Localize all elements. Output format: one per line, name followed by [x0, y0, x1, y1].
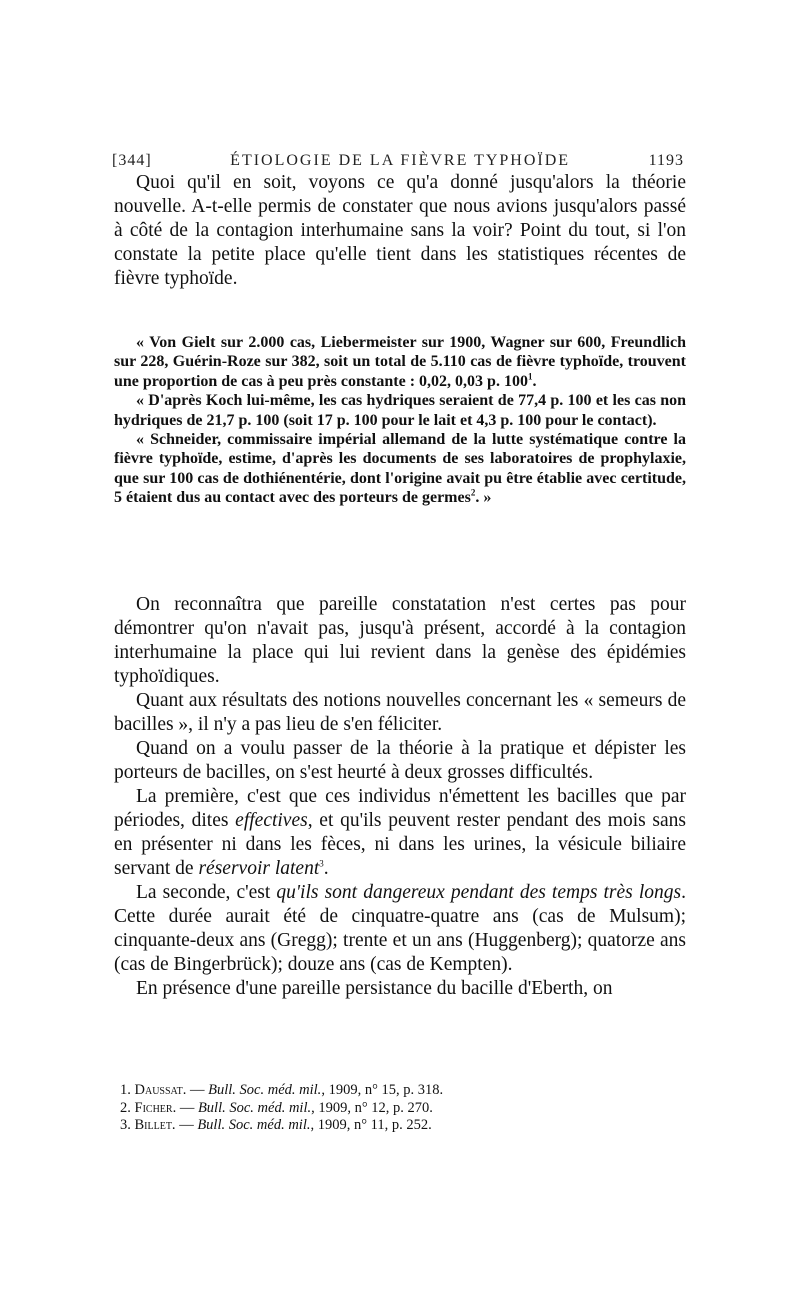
paragraph: Quant aux résultats des notions nouvelles concernant les « semeurs de bacilles », il n'y a pas lieu de s'en féliciter. — [114, 690, 686, 735]
block-quote — [114, 333, 686, 508]
quote-paragraph: « D'après Koch lui-même, les cas hydriques seraient de 77,4 p. 100 et les cas non hydriques de 21,7 p. 100 (soit 17 p. 100 pour le lait et 4,3 p. 100 pour le contact). — [114, 392, 686, 429]
quote-paragraph: « Von Gielt sur 2.000 cas, Liebermeister sur 1900, Wagner sur 600, Freundlich sur 228, Guérin-Roze sur 382, soit un total de 5.110 cas de fièvre typhoïde, trouvent une proportion de cas à peu près constante : 0,02, 0,03 p. $100^1$. — [114, 334, 686, 390]
body-text-bottom — [114, 593, 686, 1001]
emphasis: réservoir latent — [198, 858, 320, 879]
footnote-ref: 3 — [319, 858, 324, 869]
paragraph: On reconnaîtra que pareille constatation n'est certes pas pour démontrer qu'on n'avait pas, jusqu'à présent, accordé à la contagion interhumaine la place qui lui revient dans la genèse des épidémies typhoïdiques. — [114, 594, 686, 687]
body-text-top — [114, 171, 686, 291]
footnote-ref: 1 — [527, 371, 533, 382]
running-title: ÉTIOLOGIE DE LA FIÈVRE TYPHOÏDE — [230, 152, 571, 169]
page-number: [344] — [112, 152, 152, 169]
paragraph: La seconde, c'est qu'ils sont dangereux pendant des temps très longs. Cette durée aurait été de cinquatre-quatre ans (cas de Mulsum); cinquante-deux ans (Gregg); trente et un ans (Huggenberg); quatorze ans (cas de Bingerbrück); douze ans (cas de Kempten). — [114, 882, 686, 975]
footnotes — [114, 1082, 686, 1135]
paragraph: La première, c'est que ces individus n'émettent les bacilles que par périodes, dites effectives, et qu'ils peuvent rester pendant des mois sans en présenter ni dans les fèces, ni dans les urines, la vésicule biliaire servant de réservoir latent$^3$. — [114, 786, 686, 879]
quote-paragraph: « Schneider, commissaire impérial allemand de la lutte systématique contre la fièvre typhoïde, estime, d'après les documents de ses laboratoires de prophylaxie, que sur 100 cas de dothiénentérie, dont l'origine avait pu être établie avec certitude, 5 étaient dus au contact avec des porteurs de germes$^2$. » — [114, 431, 686, 507]
paragraph: Quoi qu'il en soit, voyons ce qu'a donné jusqu'alors la théorie nouvelle. A-t-elle permis de constater que nous avions jusqu'alors passé à côté de la contagion interhumaine sans la voir? Point du tout, si l'on constate la petite place qu'elle tient dans les statistiques récentes de fièvre typhoïde. — [114, 172, 686, 289]
footnote: 1. Daussat. — Bull. Soc. méd. mil., 1909, n° 15, p. 318. — [120, 1082, 444, 1098]
emphasis: effectives — [235, 810, 308, 831]
paragraph: En présence d'une pareille persistance du bacille d'Eberth, on — [136, 978, 613, 999]
footnote: 2. Ficher. — Bull. Soc. méd. mil., 1909, n° 12, p. 270. — [120, 1099, 433, 1116]
running-header — [112, 152, 684, 170]
paragraph: Quand on a voulu passer de la théorie à la pratique et dépister les porteurs de bacilles, on s'est heurté à deux grosses difficultés. — [114, 738, 686, 783]
emphasis: qu'ils sont dangereux pendant des temps très longs — [276, 882, 682, 903]
folio: 1193 — [648, 152, 684, 169]
footnote-ref: 2 — [470, 487, 476, 498]
footnote: 3. Billet. — Bull. Soc. méd. mil., 1909, n° 11, p. 252. — [120, 1117, 432, 1133]
